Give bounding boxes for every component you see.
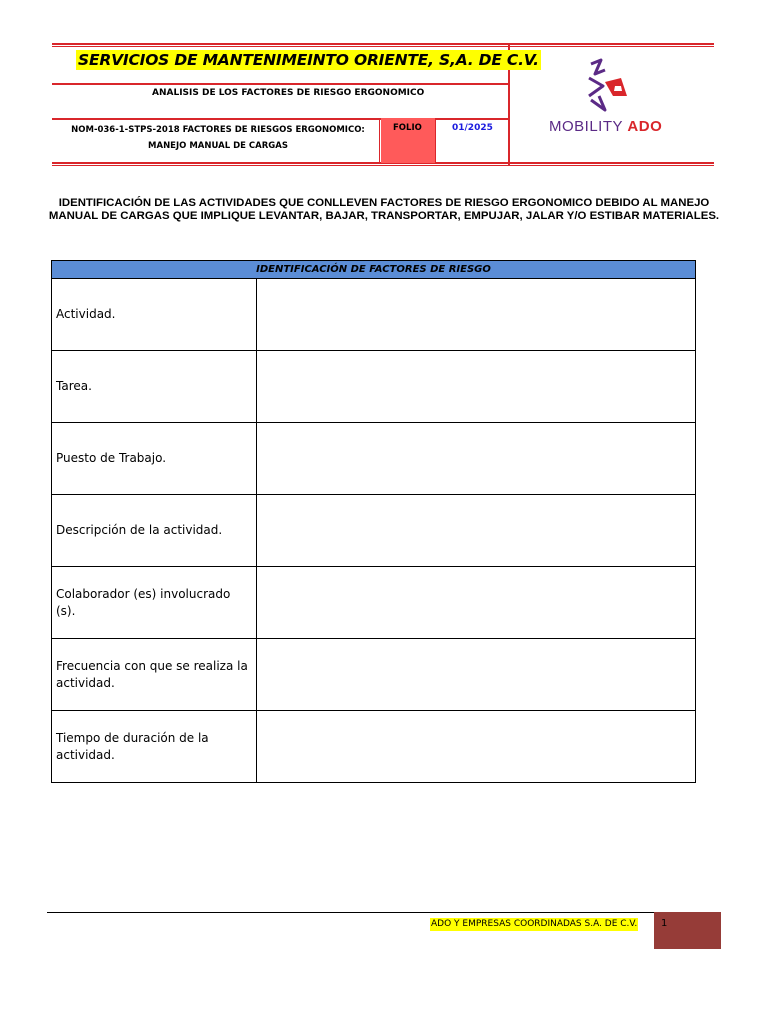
row-label: Tarea. bbox=[52, 351, 257, 423]
row-label: Frecuencia con que se realiza la actividad. bbox=[52, 639, 257, 711]
risk-factors-table bbox=[51, 260, 696, 783]
table-row bbox=[52, 279, 696, 351]
document-subtitle: ANALISIS DE LOS FACTORES DE RIESGO ERGONOMICO bbox=[152, 88, 425, 98]
footer-rule bbox=[47, 912, 654, 913]
header-bottom-rule-inner bbox=[52, 165, 714, 166]
folio-right-border bbox=[435, 118, 436, 164]
row-value-field[interactable] bbox=[257, 639, 696, 711]
header-top-rule bbox=[52, 43, 714, 45]
logo-word-ado: ADO bbox=[627, 118, 663, 135]
row-label: Colaborador (es) involucrado (s). bbox=[52, 567, 257, 639]
intro-paragraph: IDENTIFICACIÓN DE LAS ACTIVIDADES QUE CONLLEVEN FACTORES DE RIESGO ERGONOMICO DEBIDO AL MANEJO MANUAL DE CARGAS QUE IMPLIQUE LEVANTAR, BAJAR, TRANSPORTAR, EMPUJAR, JALAR Y/O ESTIBAR MATERIALES. bbox=[48, 197, 720, 222]
row-value-field[interactable] bbox=[257, 711, 696, 783]
header-top-rule-inner bbox=[52, 46, 714, 47]
logo-mark-icon bbox=[543, 56, 681, 116]
row-label: Descripción de la actividad. bbox=[52, 495, 257, 567]
table-header-row bbox=[52, 261, 696, 279]
row-label: Puesto de Trabajo. bbox=[52, 423, 257, 495]
row-label: Actividad. bbox=[52, 279, 257, 351]
header-divider-1 bbox=[52, 83, 510, 85]
table-row bbox=[52, 639, 696, 711]
row-value-field[interactable] bbox=[257, 495, 696, 567]
table-row bbox=[52, 423, 696, 495]
row-label: Tiempo de duración de la actividad. bbox=[52, 711, 257, 783]
header-divider-2 bbox=[52, 118, 510, 120]
row-value-field[interactable] bbox=[257, 351, 696, 423]
table-row bbox=[52, 567, 696, 639]
logo-word-mobility: MOBILITY bbox=[549, 118, 623, 135]
nom-line-1: NOM-036-1-STPS-2018 FACTORES DE RIESGOS ERGONOMICO: bbox=[71, 125, 365, 135]
page-number-box bbox=[654, 912, 721, 949]
table-row bbox=[52, 495, 696, 567]
table-title: IDENTIFICACIÓN DE FACTORES DE RIESGO bbox=[52, 261, 696, 279]
table-row bbox=[52, 711, 696, 783]
table-row bbox=[52, 351, 696, 423]
logo-wordmark bbox=[549, 118, 662, 135]
company-name: SERVICIOS DE MANTENIMEINTO ORIENTE, S,A. DE C.V. bbox=[78, 51, 539, 69]
row-value-field[interactable] bbox=[257, 423, 696, 495]
folio-value: 01/2025 bbox=[452, 123, 493, 133]
page-number: 1 bbox=[661, 918, 668, 929]
nom-line-2: MANEJO MANUAL DE CARGAS bbox=[148, 141, 288, 151]
footer-company: ADO Y EMPRESAS COORDINADAS S.A. DE C.V. bbox=[431, 919, 638, 929]
folio-left-border bbox=[379, 118, 380, 164]
mobility-ado-logo bbox=[543, 56, 681, 140]
row-value-field[interactable] bbox=[257, 567, 696, 639]
folio-label: FOLIO bbox=[393, 123, 422, 133]
row-value-field[interactable] bbox=[257, 279, 696, 351]
nom-reference bbox=[68, 122, 368, 154]
